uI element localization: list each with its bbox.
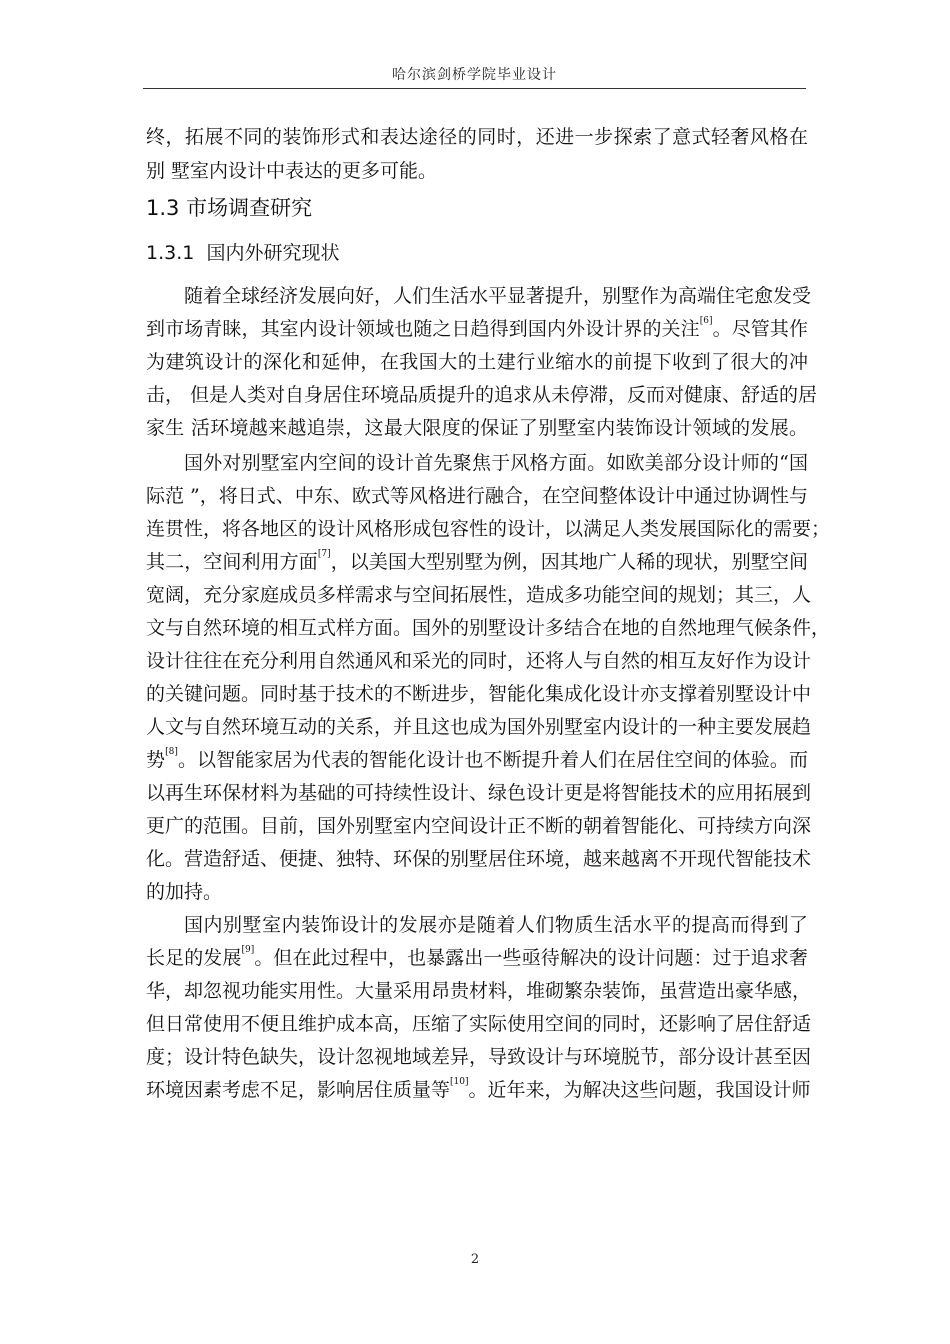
citation: [10]	[450, 1077, 469, 1087]
text-segment: 其二，空间利用方面	[146, 551, 318, 573]
subsection-heading	[146, 242, 339, 264]
text-line: 化。营造舒适、便捷、独特、环保的别墅居住环境，越来越离不开现代智能技术	[146, 848, 812, 870]
text-line: 家生 活环境越来越追崇，这最大限度的保证了别墅室内装饰设计领域的发展。	[146, 417, 808, 439]
citation: [6]	[699, 316, 713, 326]
text-line: 度；设计特色缺失，设计忽视地域差异，导致设计与环境脱节，部分设计甚至因	[146, 1046, 812, 1068]
text-line: 国内别墅室内装饰设计的发展亦是随着人们物质生活水平的提高而得到了	[184, 914, 808, 936]
text-line: 人文与自然环境互动的关系，并且这也成为国外别墅室内设计的一种主要发展趋	[146, 716, 812, 738]
text-line	[146, 318, 808, 340]
text-line: 更广的范围。目前，国外别墅室内空间设计正不断的朝着智能化、可持续方向深	[146, 815, 812, 837]
text-line: 的关键问题。同时基于技术的不断进步，智能化集成化设计亦支撑着别墅设计中	[146, 683, 812, 705]
text-segment: 。以智能家居为代表的智能化设计也不断提升着人们在居住空间的体验。而	[177, 749, 808, 771]
text-line: 终，拓展不同的装饰形式和表达途径的同时，还进一步探索了意式轻奢风格在	[146, 126, 808, 148]
text-segment: 环境因素考虑不足，影响居住质量等	[146, 1079, 451, 1101]
text-line	[146, 1077, 811, 1101]
text-line: 国外对别墅室内空间的设计首先聚焦于风格方面。如欧美部分设计师的“国	[184, 452, 808, 474]
text-segment: 。但在此过程中，也暴露出一些亟待解决的设计问题：过于追求奢	[254, 947, 808, 969]
citation: [8]	[165, 747, 178, 757]
text-line	[146, 551, 808, 573]
text-segment: 。尽管其作	[712, 318, 808, 340]
subsection-title: 国内外研究现状	[206, 242, 340, 264]
header-divider	[143, 88, 806, 89]
section-number: 1.3	[146, 196, 180, 220]
citation: [7]	[317, 549, 331, 559]
text-line	[146, 749, 808, 771]
text-segment: 长足的发展	[146, 947, 242, 969]
text-segment: 势	[146, 749, 166, 771]
text-line: 击， 但是人类对自身居住环境品质提升的追求从未停滞，反而对健康、舒适的居	[146, 384, 818, 406]
page-number: 2	[470, 1252, 480, 1267]
text-line: 为建筑设计的深化和延伸，在我国大的土建行业缩水的前提下收到了很大的冲	[146, 351, 808, 373]
text-line: 随着全球经济发展向好，人们生活水平显著提升，别墅作为高端住宅愈发受	[184, 285, 812, 307]
text-line: 连贯性，将各地区的设计风格形成包容性的设计，以满足人类发展国际化的需要；	[146, 518, 831, 540]
text-line: 设计往往在充分利用自然通风和采光的同时，还将人与自然的相互友好作为设计	[146, 650, 812, 672]
text-line	[146, 947, 808, 969]
text-line: 的加持。	[146, 881, 223, 903]
text-line: 文与自然环境的相互式样方面。国外的别墅设计多结合在地的自然地理气候条件，	[146, 617, 831, 639]
subsection-number: 1.3.1	[146, 242, 195, 264]
text-segment: ，以美国大型别墅为例，因其地广人稀的现状，别墅空间	[330, 551, 808, 573]
text-line: 宽阔，充分家庭成员多样需求与空间拓展性，造成多功能空间的规划；其三，人	[146, 584, 812, 606]
section-title: 市场调查研究	[186, 196, 313, 220]
text-line: 以再生环保材料为基础的可持续性设计、绿色设计更是将智能技术的应用拓展到	[146, 782, 812, 804]
text-line: 别 墅室内设计中表达的更多可能。	[146, 160, 438, 182]
text-line: 但日常使用不便且维护成本高，压缩了实际使用空间的同时，还影响了居住舒适	[146, 1013, 812, 1035]
citation: [9]	[241, 945, 255, 955]
text-line: 华，却忽视功能实用性。大量采用昂贵材料，堆砌繁杂装饰，虽营造出豪华感，	[146, 980, 812, 1002]
text-line: 际范 ”，将日式、中东、欧式等风格进行融合，在空间整体设计中通过协调性与	[146, 485, 808, 507]
header-title: 哈尔滨剑桥学院毕业设计	[392, 67, 557, 83]
section-heading	[146, 196, 312, 220]
text-segment: 到市场青睐，其室内设计领域也随之日趋得到国内外设计界的关注	[146, 318, 700, 340]
text-segment: 。近年来，为解决这些问题，我国设计师	[468, 1079, 811, 1101]
